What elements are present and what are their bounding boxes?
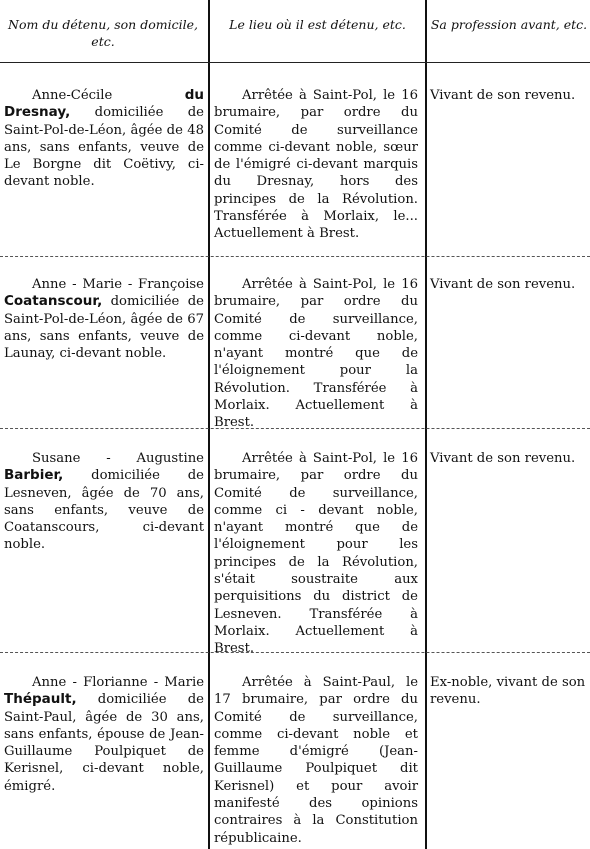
table-row-3-name: [4, 450, 204, 554]
header-bottom-rule: [0, 62, 590, 63]
table-row-1-name: [4, 87, 204, 191]
detainee-surname: Barbier,: [4, 467, 64, 484]
header-profession: Sa profession avant, etc.: [430, 17, 588, 32]
table-row-3-place: [214, 450, 418, 658]
detainee-surname: Coatanscour,: [4, 293, 103, 310]
detainee-description: domiciliée de Saint-Pol-de-Léon, âgée de 67 ans, sans enfants, veuve de Launay, ci-devant noble.: [4, 294, 204, 362]
detainee-description: domiciliée de Lesneven, âgée de 70 ans, sans enfants, veuve de Coatanscours, ci-devant noble.: [4, 468, 204, 553]
profession-text: Ex-noble, vivant de son revenu.: [430, 675, 586, 708]
table-row-2-profession: [430, 276, 586, 293]
table-row-2-place: [214, 276, 418, 432]
column-divider: [208, 0, 210, 849]
table-row-3-profession: [430, 450, 586, 467]
detainee-given-names: Anne - Florianne - Marie: [32, 675, 204, 690]
profession-text: Vivant de son revenu.: [430, 451, 576, 466]
detention-details: Arrêtée à Saint-Paul, le 17 brumaire, par ordre du Comité de surveillance, comme ci-devant noble et femme d'émigré (Jean-Guillaume Poulpiquet dit Kerisnel) et pour avoir manifesté des opinions contraires à la Constitution républicaine.: [214, 675, 418, 846]
detainee-description: domiciliée de Saint-Paul, âgée de 30 ans, sans enfants, épouse de Jean-Guillaume Poulpiquet de Kerisnel, ci-devant noble, émigré.: [4, 692, 204, 794]
table-row-4-place: [214, 674, 418, 847]
detainee-given-names: Anne - Marie - Françoise: [32, 277, 204, 292]
row-separator: [0, 256, 590, 257]
table-row-1-profession: [430, 87, 586, 104]
profession-text: Vivant de son revenu.: [430, 88, 576, 103]
header-detainee-name: Nom du détenu, son domicile, etc.: [8, 17, 198, 49]
column-divider: [425, 0, 427, 849]
detainee-description: domiciliée de Saint-Pol-de-Léon, âgée de 48 ans, sans enfants, veuve de Le Borgne dit Coëtivy, ci-devant noble.: [4, 105, 204, 190]
table-row-4-name: [4, 674, 204, 795]
profession-text: Vivant de son revenu.: [430, 277, 576, 292]
detention-details: Arrêtée à Saint-Pol, le 16 brumaire, par ordre du Comité de surveillance, comme ci-devant noble, n'ayant montré que de l'éloignement pour la Révolution. Transférée à Morlaix. Actuellement à Brest.: [214, 277, 418, 431]
detainee-surname: Thépault,: [4, 691, 77, 708]
detainee-surname: du Dresnay,: [4, 87, 204, 121]
table-row-1-place: [214, 87, 418, 243]
table-row-2-name: [4, 276, 204, 362]
detainee-given-names: Susane - Augustine: [32, 451, 204, 466]
table-row-4-profession: [430, 674, 586, 709]
detention-details: Arrêtée à Saint-Pol, le 16 brumaire, par ordre du Comité de surveillance comme ci-devant noble, sœur de l'émigré ci-devant marquis du Dresnay, hors des principes de la Révolution. Transférée à Morlaix, le... Actuellement à Brest.: [214, 88, 418, 242]
detention-details: Arrêtée à Saint-Pol, le 16 brumaire, par ordre du Comité de surveillance, comme ci - devant noble, n'ayant montré que de l'éloignement pour les principes de la Révolution, s'était soustraite aux perquisitions du district de Lesneven. Transférée à Morlaix. Actuellement à Brest.: [214, 451, 418, 657]
detainee-given-names: Anne-Cécile: [32, 88, 185, 103]
header-detention-place: Le lieu où il est détenu, etc.: [229, 17, 406, 32]
